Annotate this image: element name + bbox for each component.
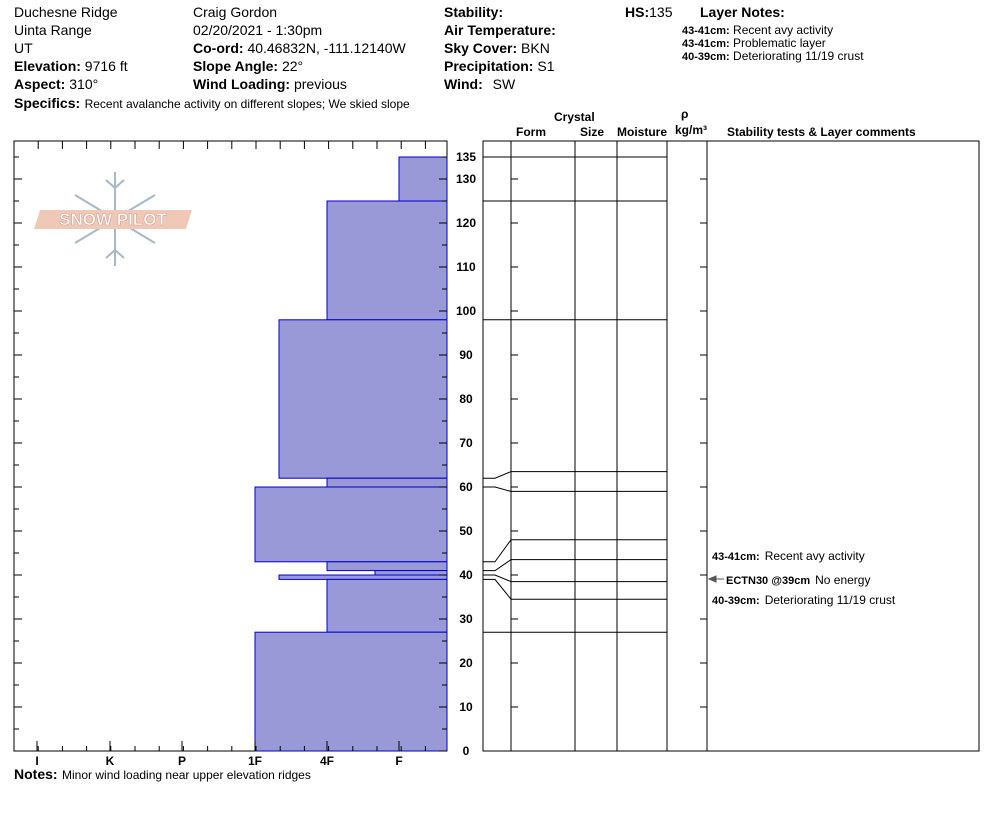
test-arrow-icon (709, 576, 724, 582)
density-unit-header: kg/m³ (675, 123, 708, 137)
comment-range: 40-39cm: (712, 595, 760, 607)
density-rho-header: ρ (681, 107, 689, 121)
comment-text: Recent avy activity (764, 549, 865, 563)
coord-value: 40.46832N, -111.12140W (247, 40, 406, 56)
hardness-axis-label: F (395, 754, 403, 768)
hardness-bar (279, 320, 447, 478)
layer-note-range: 43-41cm: (682, 38, 730, 50)
wind-loading-value: previous (293, 76, 347, 92)
form-header: Form (516, 125, 546, 139)
depth-axis-label: 120 (455, 216, 477, 230)
depth-axis-label: 90 (459, 348, 473, 362)
depth-axis-label: 50 (459, 524, 473, 538)
layer-note-text: Recent avy activity (733, 23, 834, 37)
observation-datetime: 02/20/2021 - 1:30pm (193, 22, 323, 38)
layer-notes-title: Layer Notes: (700, 4, 785, 20)
hardness-axis-label: K (105, 754, 115, 768)
specifics-value: Recent avalanche activity on different slopes; We skied slope (84, 97, 410, 111)
comment-text: No energy (815, 573, 871, 587)
hardness-axis-label: I (35, 754, 39, 768)
layer-note-text: Problematic layer (733, 36, 826, 50)
sky-cover-label: Sky Cover: (444, 40, 518, 56)
elevation-label: Elevation: (14, 58, 81, 74)
snowpilot-logo (34, 172, 192, 266)
notes-field (14, 767, 311, 783)
layer-table-frame (483, 141, 979, 751)
hardness-bar (327, 478, 447, 487)
crystal-header: Crystal (554, 110, 595, 124)
stability-comments-header: Stability tests & Layer comments (727, 125, 916, 139)
range-name: Uinta Range (14, 22, 92, 38)
depth-axis-label: 20 (459, 656, 473, 670)
logo-text: SNOW PILOT (59, 210, 167, 229)
wind-label: Wind: (444, 76, 483, 92)
depth-axis-label: 30 (459, 612, 473, 626)
stability-label: Stability: (444, 4, 504, 20)
comment-test: ECTN30 @39cm (726, 575, 811, 587)
comment-row (712, 593, 896, 607)
hardness-axis-label: 1F (247, 754, 263, 768)
size-header: Size (580, 125, 605, 139)
wind-loading-label: Wind Loading: (193, 76, 291, 92)
precipitation-value: S1 (537, 58, 555, 74)
comment-row (712, 549, 865, 563)
depth-axis-label: 100 (455, 304, 477, 318)
hardness-axis-label: P (177, 754, 187, 768)
hardness-bar (327, 562, 447, 571)
layer-note-range: 43-41cm: (682, 25, 730, 37)
hardness-axis-label: 4F (319, 754, 335, 768)
sky-cover-value: BKN (521, 40, 550, 56)
hardness-bar (375, 571, 447, 575)
slope-angle-value: 22° (281, 58, 304, 74)
state-name: UT (14, 40, 33, 56)
hs-value: 135 (649, 4, 673, 20)
depth-axis-label: 60 (459, 480, 473, 494)
aspect-value: 310° (69, 76, 99, 92)
hs-label: HS: (625, 4, 650, 20)
hardness-bar (327, 201, 447, 320)
air-temperature-label: Air Temperature: (444, 22, 556, 38)
precipitation-label: Precipitation: (444, 58, 534, 74)
notes-value: Minor wind loading near upper elevation ridges (62, 768, 311, 782)
aspect-label: Aspect: (14, 76, 66, 92)
slope-angle-label: Slope Angle: (193, 58, 279, 74)
observer-name: Craig Gordon (193, 4, 278, 20)
notes-label: Notes: (14, 766, 58, 782)
location-name: Duchesne Ridge (14, 4, 118, 20)
hardness-bar (279, 575, 447, 579)
depth-axis-label: 135 (455, 150, 477, 164)
depth-axis-label: 80 (459, 392, 473, 406)
moisture-header: Moisture (617, 125, 668, 139)
comment-text: Deteriorating 11/19 crust (764, 593, 896, 607)
depth-axis-label: 10 (459, 700, 473, 714)
hardness-bar (327, 579, 447, 632)
depth-axis-label: 0 (462, 744, 470, 758)
depth-axis-label: 40 (459, 568, 473, 582)
specifics-label: Specifics: (14, 95, 81, 111)
depth-axis-label: 130 (455, 172, 477, 186)
hardness-bar (255, 487, 447, 562)
hardness-bar (255, 632, 447, 751)
layer-note-text: Deteriorating 11/19 crust (733, 49, 864, 63)
comment-range: 43-41cm: (712, 551, 760, 563)
layer-note-range: 40-39cm: (682, 51, 730, 63)
comment-row (726, 573, 870, 587)
depth-axis-label: 70 (459, 436, 473, 450)
coord-label: Co-ord: (193, 40, 244, 56)
depth-axis-label: 110 (456, 260, 476, 274)
elevation-value: 9716 ft (84, 58, 128, 74)
wind-value: SW (492, 76, 516, 92)
